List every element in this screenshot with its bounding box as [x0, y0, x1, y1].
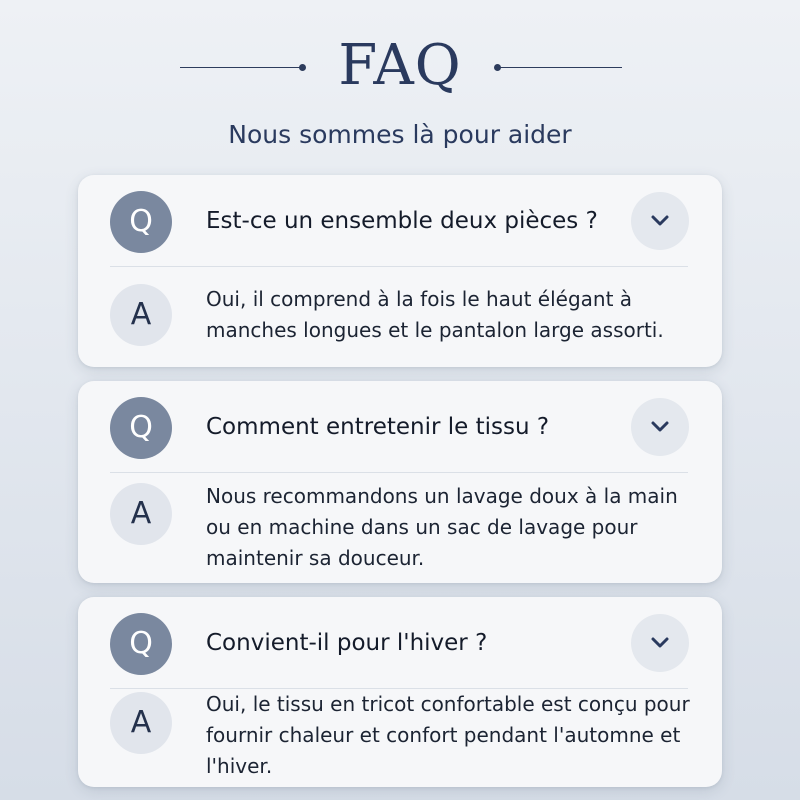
answer-badge: A — [110, 284, 172, 346]
question-text: Convient-il pour l'hiver ? — [206, 630, 488, 656]
faq-question-row[interactable] — [78, 597, 722, 689]
answer-text: Oui, il comprend à la fois le haut élégant à manches longues et le pantalon large assorti. — [206, 287, 664, 342]
expand-toggle-button[interactable] — [631, 192, 689, 250]
expand-toggle-button[interactable] — [631, 614, 689, 672]
faq-item — [78, 381, 722, 583]
answer-badge: A — [110, 483, 172, 545]
question-badge: Q — [110, 191, 172, 253]
answer-text: Oui, le tissu en tricot confortable est conçu pour fournir chaleur et confort pendant l'automne et l'hiver. — [206, 692, 690, 778]
answer-text: Nous recommandons un lavage doux à la main ou en machine dans un sac de lavage pour maintenir sa douceur. — [206, 484, 678, 570]
faq-question-row[interactable] — [78, 175, 722, 267]
divider — [110, 472, 688, 473]
page-subtitle: Nous sommes là pour aider — [228, 120, 572, 149]
faq-item — [78, 175, 722, 367]
faq-item — [78, 597, 722, 787]
title-rule-right — [500, 67, 622, 68]
chevron-down-icon — [650, 419, 670, 433]
question-badge: Q — [110, 613, 172, 675]
question-text: Est-ce un ensemble deux pièces ? — [206, 208, 598, 234]
answer-badge: A — [110, 692, 172, 754]
question-badge: Q — [110, 397, 172, 459]
faq-question-row[interactable] — [78, 381, 722, 473]
page-title: FAQ — [338, 33, 462, 98]
expand-toggle-button[interactable] — [631, 398, 689, 456]
question-text: Comment entretenir le tissu ? — [206, 414, 550, 440]
chevron-down-icon — [650, 213, 670, 227]
chevron-down-icon — [650, 635, 670, 649]
divider — [110, 266, 688, 267]
faq-header — [0, 30, 800, 110]
